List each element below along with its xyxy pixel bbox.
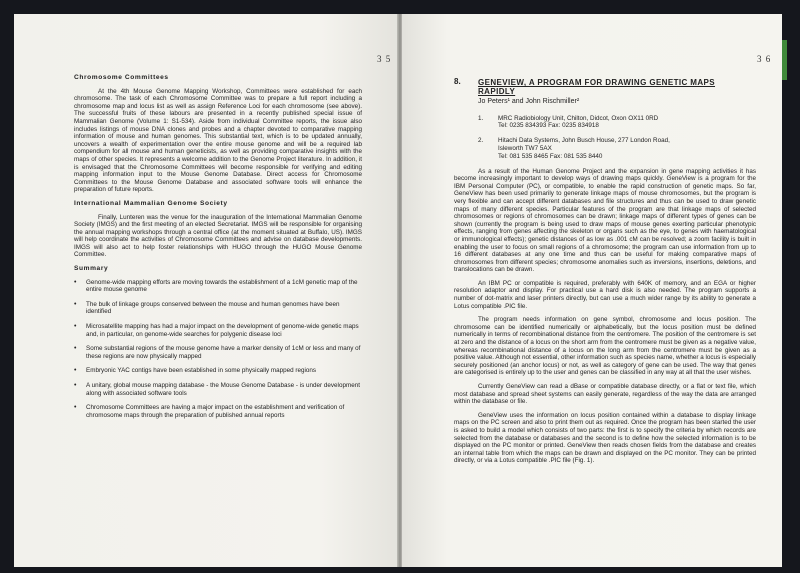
affiliation-line: Isleworth TW7 5AX xyxy=(498,144,552,152)
summary-item: • Chromosome Committees are having a major impact on the establishment and verification of chromosome maps through the preparation of published annual reports xyxy=(74,404,362,419)
left-page xyxy=(14,14,398,567)
affiliation-line: MRC Radiobiology Unit, Chilton, Didcot, Oxon OX11 0RD xyxy=(498,114,659,122)
article-title: GENEVIEW, A PROGRAM FOR DRAWING GENETIC MAPS RAPIDLY xyxy=(478,78,716,96)
affiliation xyxy=(478,137,756,160)
article-paragraph: The program needs information on gene symbol, chromosome and locus position. The chromosome can be identified numerically or alphabetically, but the locus position must be defined numerically in terms of recombinational distance from the centromere. The position of the centromere is set at zero and the distance of a locus on the short arm from the centromere must be given as a negative value, whereas recombinational distance of a locus on the long arm from the centromere must be given as a positive value. Although not essential, other information such as species name, whether a locus is especially securely positioned (an anchor locus) or not, as well as category of gene can be used. The way that genes are categorised is entirely up to the user and genes can be classified in any way at all that the user wishes. xyxy=(454,316,756,377)
affiliation-line: Tel: 0235 834393 Fax: 0235 834918 xyxy=(498,122,599,130)
affiliation-number: 2. xyxy=(478,137,484,145)
right-page-number: 3 6 xyxy=(757,54,772,64)
chromosome-committees-heading: Chromosome Committees xyxy=(74,74,169,81)
summary-item: • Microsatellite mapping has had a major impact on the development of genome-wide genetic maps and, in particular, on genome-wide searches for polygenic disease loci xyxy=(74,323,362,338)
left-page-number: 3 5 xyxy=(377,54,392,64)
summary-list xyxy=(74,279,362,420)
left-page-content xyxy=(74,74,362,426)
article-paragraph: As a result of the Human Genome Project and the expansion in gene mapping activities it has become increasingly important to develop ways of drawing maps quickly. GeneView is a program for the IBM Personal Computer (PC), or compatible, to enable the rapid construction of genetic maps. So far, GeneView has been used primarily to generate linkage maps of mouse chromosomes, but the program is very flexible and can accept different databases and file structures and thus can be used to draw genetic maps of many different species. Particular features of the program are that linkage maps of selected chromosomes or regions of chromosomes can be drawn; linkage maps of different types of genes can be shown (currently the program is being used to draw maps of mouse genes exerting particular phenotypic effects, ranging from genes affecting the skeleton or organs such as the eye, to genes with haematological or immunological effects); genetic distances of as low as .001 cM can be resolved; a zoom facility is built in enabling the user to focus on small regions of a chromosome; the program can use information from up to 16 different databases at any one time and thus can be useful for making comparative maps of chromosomes from different species; chromosome anomalies such as inversions, insertions, deletions, and translocations can be drawn. xyxy=(454,167,756,274)
summary-item: • Embryonic YAC contigs have been established in some physically mapped regions xyxy=(74,367,362,375)
right-page xyxy=(402,14,782,567)
affiliation-line: Tel: 081 535 8465 Fax: 081 535 8440 xyxy=(498,152,603,160)
summary-item: • A unitary, global mouse mapping database - the Mouse Genome Database - is under development along with associated software tools xyxy=(74,382,362,397)
imgs-heading: International Mammalian Genome Society xyxy=(74,199,228,207)
right-page-content xyxy=(454,78,756,471)
affiliation-line: Hitachi Data Systems, John Busch House, 277 London Road, xyxy=(498,137,670,145)
affiliation xyxy=(478,115,756,131)
imgs-paragraph: Finally, Lunteren was the venue for the inauguration of the International Mammalian Genome Society (IMGS) and the first meeting of an elected Secretariat. IMGS will be responsible for organising the annual mapping workshops through a central office (at the moment situated at Buffalo, US). IMGS will help coordinate the activities of Chromosome Committees and advise on database developments. IMGS will also act to help foster relationships with HUGO through the HUGO Mouse Genome Committee. xyxy=(74,213,362,259)
article-header xyxy=(454,78,756,96)
summary-item: • Some substantial regions of the mouse genome have a marker density of 1cM or less and many of these regions are now physically mapped xyxy=(74,345,362,360)
page-edge-tab xyxy=(782,40,787,80)
article-authors: Jo Peters¹ and John Rischmiller² xyxy=(478,98,580,105)
article-paragraph: An IBM PC or compatible is required, preferably with 640K of memory, and an EGA or higher resolution adaptor and display. For practical use a hard disk is also needed. The program supports a number of dot-matrix and laser printers directly, but can use a much wider range by its ability to generate a Lotus compatible .PIC file. xyxy=(454,279,756,310)
affiliation-number: 1. xyxy=(478,114,484,122)
article-paragraph: Currently GeneView can read a dBase or compatible database directly, or a flat or text file, which most database and spread sheet systems can easily generate, regardless of the way the data are arranged within the database or file. xyxy=(454,383,756,406)
article-paragraph: GeneView uses the information on locus position contained within a database to display linkage maps on the PC screen and also to print them out as required. Once the program has been started the user is asked to build a model which consists of two parts: the first is to specify the criteria by which records are selected from the database or databases and the second is to define how the selected information is to be displayed on the PC monitor or printed. GeneView then reads chosen fields from the database and creates an internal table from which the maps can be drawn and displayed on the PC monitor. They can be printed directly, or via a Lotus compatible .PIC file (Fig. 1). xyxy=(454,411,756,465)
summary-item: • Genome-wide mapping efforts are moving towards the establishment of a 1cM genetic map of the entire mouse genome xyxy=(74,279,362,294)
summary-heading: Summary xyxy=(74,265,109,273)
chromosome-committees-paragraph: At the 4th Mouse Genome Mapping Workshop, Committees were established for each chromosome. The task of each Chromosome Committee was to prepare a full report including a chromosome map and locus list as well as assign Reference Loci for each chromosome (see above). The successful fruits of these labours are presented in a recently published special issue of Mammalian Genome (Volume 1: S1-534). Aside from individual Committee reports, the issue also includes listings of mouse DNA clones and probes and a chapter devoted to comparative mapping information of mouse and human genomes. This substantial text, which is to be updated annually, uncovers a wealth of experimentation over the entire mouse genome and will be a required lab compendium for all mouse and human geneticists, as well as providing comparative insights with the maps of other species. It represents a welcome addition to the Genome Project literature. In addition, it is envisaged that the Chromosome Committees will become responsible for verifying and editing mapping information input to the Mouse Genome Database. Direct access for Chromosome Committees to the Mouse Genome Database and associated software tools will enhance the preparation of future reports. xyxy=(74,87,362,194)
article-number: 8. xyxy=(454,77,461,86)
summary-item: • The bulk of linkage groups conserved between the mouse and human genomes have been identified xyxy=(74,301,362,316)
